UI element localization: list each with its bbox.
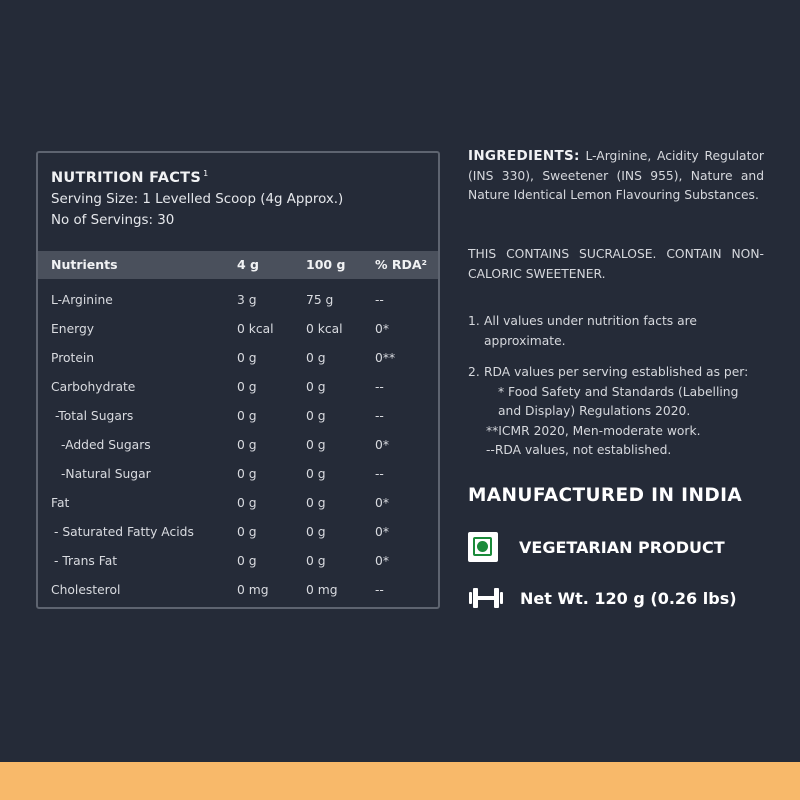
vegetarian-badge: [468, 532, 725, 562]
nutrient-per-serving: 0 g: [237, 496, 257, 510]
footnote-2b: **ICMR 2020, Men-moderate work.: [486, 423, 701, 438]
nutrient-name: Cholesterol: [51, 583, 121, 597]
nutrient-per-100g: 75 g: [306, 293, 334, 307]
nutrient-per-100g: 0 g: [306, 496, 326, 510]
nutrient-rda: 0*: [375, 496, 389, 510]
ingredients-block: [468, 147, 764, 206]
nutrient-rda: 0*: [375, 525, 389, 539]
nutrient-name: -Natural Sugar: [61, 467, 151, 481]
nutrient-per-serving: 0 g: [237, 467, 257, 481]
footnote-number: 1.: [468, 314, 480, 328]
footnote-2: [468, 363, 764, 383]
nutrition-title-footnote-mark: 1: [203, 169, 209, 178]
table-row: [38, 453, 438, 482]
nutrient-name: Carbohydrate: [51, 380, 136, 394]
ingredients-text: L-Arginine, Acidity Regulator (INS 330), Sweetener (INS 955), Nature and Nature Identical Lemon Flavouring Substances.: [468, 149, 764, 202]
net-weight-label: Net Wt. 120 g (0.26 lbs): [520, 588, 737, 608]
table-row: [38, 279, 438, 308]
nutrient-rda: 0*: [375, 554, 389, 568]
nutrition-table-header: [38, 251, 438, 279]
nutrient-name: - Trans Fat: [54, 554, 118, 568]
servings-count: No of Servings: 30: [51, 212, 175, 228]
nutrient-per-100g: 0 g: [306, 438, 326, 452]
nutrition-title: [51, 169, 438, 186]
table-row: [38, 395, 438, 424]
table-row: [38, 511, 438, 540]
nutrient-per-serving: 0 kcal: [237, 322, 274, 336]
nutrient-rda: --: [375, 293, 384, 307]
table-row: [38, 540, 438, 569]
table-row: [38, 424, 438, 453]
nutrient-name: Protein: [51, 351, 95, 365]
nutrient-per-serving: 0 g: [237, 351, 257, 365]
nutrient-per-100g: 0 mg: [306, 583, 338, 597]
nutrient-rda: --: [375, 467, 384, 481]
dumbbell-icon: [468, 587, 504, 609]
nutrition-title-text: NUTRITION FACTS: [51, 169, 202, 186]
nutrient-per-serving: 0 g: [237, 409, 257, 423]
net-weight: [468, 587, 737, 609]
footnote-text: All values under nutrition facts are approximate.: [484, 314, 697, 348]
nutrient-rda: --: [375, 380, 384, 394]
nutrient-per-100g: 0 kcal: [306, 322, 343, 336]
nutrient-name: L-Arginine: [51, 293, 113, 307]
nutrient-rda: --: [375, 409, 384, 423]
table-row: [38, 482, 438, 511]
nutrient-per-serving: 0 g: [237, 554, 257, 568]
sucralose-note: THIS CONTAINS SUCRALOSE. CONTAIN NON-CALORIC SWEETENER.: [468, 247, 764, 281]
nutrient-per-100g: 0 g: [306, 409, 326, 423]
nutrient-name: -Total Sugars: [55, 409, 134, 423]
nutrient-name: Energy: [51, 322, 95, 336]
nutrient-per-100g: 0 g: [306, 380, 326, 394]
ingredients-label: INGREDIENTS:: [468, 148, 580, 164]
footnote-2c: --RDA values, not established.: [486, 443, 672, 457]
footnote-text: RDA values per serving established as per:: [484, 365, 749, 379]
footnote-1: [468, 312, 764, 351]
header-per-100g: 100 g: [306, 257, 346, 272]
nutrient-per-100g: 0 g: [306, 467, 326, 481]
table-row: [38, 366, 438, 395]
nutrient-rda: 0**: [375, 351, 396, 365]
nutrient-rda: 0*: [375, 438, 389, 452]
header-nutrients: Nutrients: [51, 257, 118, 272]
nutrient-name: -Added Sugars: [61, 438, 151, 452]
vegetarian-label: VEGETARIAN PRODUCT: [519, 537, 725, 557]
table-row: [38, 569, 438, 598]
nutrient-rda: 0*: [375, 322, 389, 336]
table-row: [38, 337, 438, 366]
nutrient-per-100g: 0 g: [306, 525, 326, 539]
nutrient-per-100g: 0 g: [306, 351, 326, 365]
nutrient-per-serving: 0 g: [237, 380, 257, 394]
footnotes-block: [468, 312, 764, 461]
header-rda: % RDA²: [375, 257, 428, 272]
nutrient-per-serving: 3 g: [237, 293, 257, 307]
manufactured-in-india: MANUFACTURED IN INDIA: [468, 485, 743, 506]
nutrient-per-serving: 0 g: [237, 438, 257, 452]
footnote-2a: * Food Safety and Standards (Labelling and Display) Regulations 2020.: [498, 384, 739, 418]
serving-size: Serving Size: 1 Levelled Scoop (4g Approx.): [51, 191, 344, 207]
bottom-color-band: [0, 762, 800, 800]
nutrient-name: - Saturated Fatty Acids: [54, 525, 194, 539]
nutrient-per-serving: 0 g: [237, 525, 257, 539]
footnote-number: 2.: [468, 365, 480, 379]
nutrient-per-serving: 0 mg: [237, 583, 269, 597]
header-per-serving: 4 g: [237, 257, 259, 272]
veg-mark-icon: [468, 532, 498, 562]
nutrient-name: Fat: [51, 496, 70, 510]
nutrition-facts-panel: [36, 151, 440, 609]
nutrition-table-body: [38, 279, 438, 598]
nutrient-rda: --: [375, 583, 384, 597]
nutrient-per-100g: 0 g: [306, 554, 326, 568]
table-row: [38, 308, 438, 337]
